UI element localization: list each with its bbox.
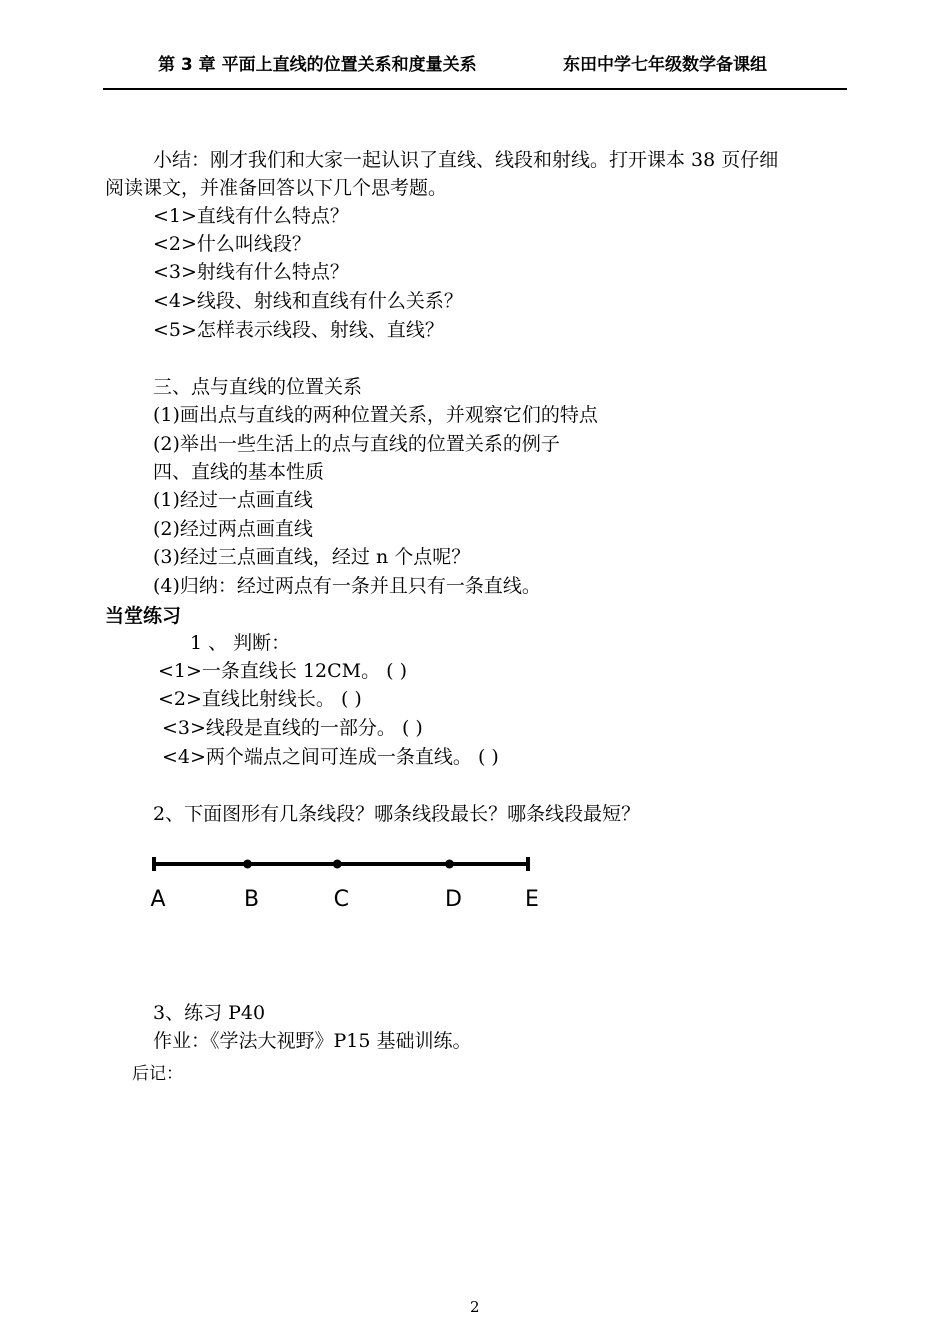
page-header <box>158 50 830 76</box>
section-4-item: (4)归纳：经过两点有一条并且只有一条直线。 <box>153 575 541 597</box>
point-a-label: A <box>150 887 166 912</box>
practice-q1-label: 1 、 判断： <box>190 632 291 654</box>
summary-question: <1>直线有什么特点？ <box>153 205 349 227</box>
postscript-label: 后记： <box>132 1064 183 1084</box>
summary-line-1: 小结：刚才我们和大家一起认识了直线、线段和射线。打开课本 38 页仔细 <box>153 149 779 171</box>
section-3-item: (2)举出一些生活上的点与直线的位置关系的例子 <box>153 433 560 455</box>
line-segment-figure <box>148 850 548 920</box>
homework: 作业：《学法大视野》P15 基础训练。 <box>153 1030 472 1052</box>
section-4-item: (2)经过两点画直线 <box>153 518 313 540</box>
section-4-item: (3)经过三点画直线，经过 n 个点呢？ <box>153 546 471 568</box>
summary-line-2: 阅读课文，并准备回答以下几个思考题。 <box>105 177 448 199</box>
practice-q1-item: <1>一条直线长 12CM。 ( ) <box>158 660 408 682</box>
point-b-label: B <box>243 887 260 912</box>
point-e-label: E <box>525 887 539 912</box>
practice-q1-item: <4>两个端点之间可连成一条直线。 ( ) <box>162 746 499 768</box>
header-rule <box>103 88 847 90</box>
practice-q1-item: <3>线段是直线的一部分。 ( ) <box>162 717 423 739</box>
point-c-label: C <box>333 887 349 912</box>
summary-question: <4>线段、射线和直线有什么关系？ <box>153 290 463 312</box>
summary-question: <5>怎样表示线段、射线、直线？ <box>153 319 444 341</box>
practice-q3: 3、练习 P40 <box>153 1002 266 1024</box>
summary-question: <3>射线有什么特点？ <box>153 261 349 283</box>
point-d-label: D <box>444 887 462 912</box>
section-3-item: (1)画出点与直线的两种位置关系，并观察它们的特点 <box>153 404 598 426</box>
practice-q2: 2、下面图形有几条线段？哪条线段最长？哪条线段最短？ <box>153 803 641 825</box>
practice-heading: 当堂练习 <box>105 605 182 627</box>
section-3-title: 三、点与直线的位置关系 <box>153 376 363 398</box>
section-4-item: (1)经过一点画直线 <box>153 489 313 511</box>
practice-q1-item: <2>直线比射线长。 ( ) <box>158 688 362 710</box>
section-4-title: 四、直线的基本性质 <box>153 461 325 483</box>
point-c-mark <box>333 860 342 869</box>
header-group-name: 东田中学七年级数学备课组 <box>563 55 767 75</box>
point-b-mark <box>243 860 252 869</box>
page-number: 2 <box>470 1298 480 1316</box>
point-d-mark <box>445 860 454 869</box>
header-chapter-title: 第 3 章 平面上直线的位置关系和度量关系 <box>158 55 477 75</box>
summary-question: <2>什么叫线段？ <box>153 233 311 255</box>
